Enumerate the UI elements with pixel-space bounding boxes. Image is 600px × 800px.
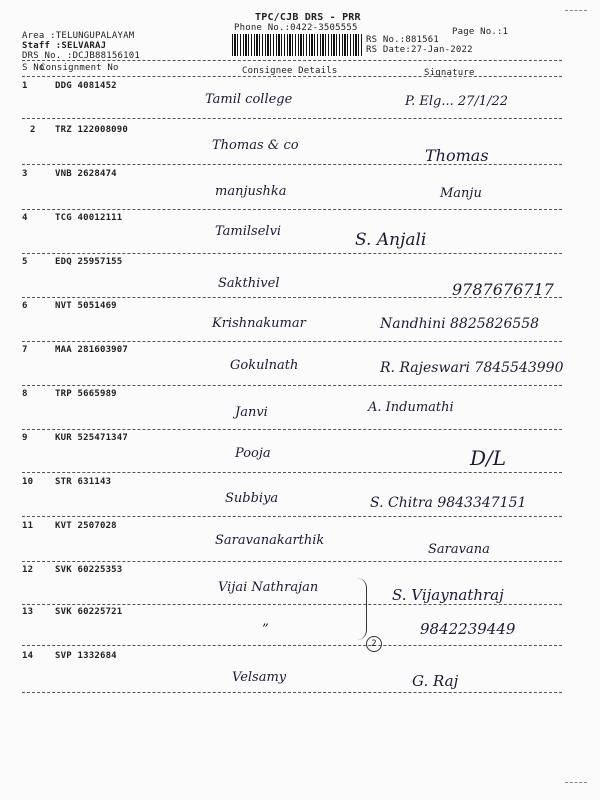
row-12-consignee: Vijai Nathrajan	[218, 580, 319, 595]
row-13-signature: 9842239449	[420, 620, 516, 638]
row-14-consignee: Velsamy	[232, 670, 287, 685]
row-7-signature: R. Rajeswari 7845543990	[380, 360, 564, 376]
row-6-signature: Nandhini 8825826558	[380, 316, 540, 332]
row-1-consignee: Tamil college	[205, 92, 293, 107]
row-divider	[22, 604, 562, 605]
row-12-no: 12	[22, 565, 34, 575]
bracket-mark	[356, 578, 367, 640]
header-rule-bottom	[22, 76, 562, 77]
row-divider	[22, 472, 562, 473]
row-4-consignee: Tamilselvi	[215, 224, 282, 239]
row-4-consignment: TCG 40012111	[55, 213, 123, 223]
col-consignment: Consignment No	[40, 63, 119, 73]
col-sno: S No	[22, 63, 45, 73]
row-14-signature: G. Raj	[412, 672, 459, 690]
row-divider	[22, 385, 562, 386]
row-divider	[22, 297, 562, 298]
row-5-signature: 9787676717	[452, 280, 554, 299]
row-divider	[22, 341, 562, 342]
row-8-consignment: TRP 5665989	[55, 389, 117, 399]
row-5-no: 5	[22, 257, 28, 267]
row-11-no: 11	[22, 521, 34, 531]
row-9-consignee: Pooja	[235, 446, 271, 461]
doc-title: TPC/CJB DRS - PRR	[255, 12, 361, 23]
row-12-signature: S. Vijaynathraj	[392, 586, 504, 604]
row-14-consignment: SVP 1332684	[55, 651, 117, 661]
row-11-signature: Saravana	[428, 542, 490, 557]
row-8-signature: A. Indumathi	[368, 400, 454, 415]
row-3-consignment: VNB 2628474	[55, 169, 117, 179]
row-divider	[22, 164, 562, 165]
row-8-no: 8	[22, 389, 28, 399]
row-9-no: 9	[22, 433, 28, 443]
row-6-consignment: NVT 5051469	[55, 301, 117, 311]
row-7-consignee: Gokulnath	[230, 358, 299, 373]
row-11-consignment: KVT 2507028	[55, 521, 117, 531]
corner-mark-bottom-right	[565, 782, 587, 783]
row-divider	[22, 118, 562, 119]
row-7-consignment: MAA 281603907	[55, 345, 129, 355]
row-11-consignee: Saravanakarthik	[215, 533, 325, 548]
row-13-no: 13	[22, 607, 34, 617]
row-divider	[22, 645, 562, 646]
row-8-consignee: Janvi	[235, 405, 268, 420]
row-12-consignment: SVK 60225353	[55, 565, 123, 575]
page-number: Page No.:1	[452, 27, 509, 37]
row-divider	[22, 209, 562, 210]
row-divider	[22, 561, 562, 562]
row-3-signature: Manju	[440, 186, 482, 201]
row-2-signature: Thomas	[425, 146, 489, 165]
staff-label: Staff :SELVARAJ	[22, 41, 107, 51]
row-6-no: 6	[22, 301, 28, 311]
row-1-signature: P. Elg... 27/1/22	[405, 94, 508, 109]
row-divider	[22, 253, 562, 254]
rs-date: RS Date:27-Jan-2022	[366, 45, 473, 55]
row-14-no: 14	[22, 651, 34, 661]
row-13-consignment: SVK 60225721	[55, 607, 123, 617]
row-3-consignee: manjushka	[215, 184, 287, 199]
row-4-no: 4	[22, 213, 28, 223]
row-1-no: 1	[22, 81, 28, 91]
col-signature: Signature	[424, 68, 475, 78]
drs-number: DRS No. :DCJB88156101	[22, 51, 140, 61]
row-5-consignment: EDQ 25957155	[55, 257, 123, 267]
barcode	[232, 34, 362, 56]
row-divider	[22, 429, 562, 430]
row-4-signature: S. Anjali	[355, 230, 427, 250]
row-5-consignee: Sakthivel	[218, 276, 280, 291]
row-1-consignment: DDG 4081452	[55, 81, 117, 91]
row-2-consignee: Thomas & co	[212, 138, 299, 153]
circle-mark: 2	[366, 636, 382, 652]
row-10-consignee: Subbiya	[225, 491, 279, 506]
row-10-signature: S. Chitra 9843347151	[370, 495, 527, 511]
row-13-consignee: ”	[262, 622, 269, 637]
corner-mark-top-right	[565, 10, 587, 11]
row-9-signature: D/L	[470, 446, 507, 470]
col-consignee: Consignee Details	[242, 66, 338, 76]
row-10-no: 10	[22, 477, 34, 487]
row-divider	[22, 516, 562, 517]
header-rule-top	[22, 60, 562, 61]
row-3-no: 3	[22, 169, 28, 179]
row-2-consignment: TRZ 122008090	[55, 125, 129, 135]
row-7-no: 7	[22, 345, 28, 355]
phone-number: Phone No.:0422-3505555	[234, 23, 358, 33]
row-9-consignment: KUR 525471347	[55, 433, 129, 443]
row-2-no: 2	[30, 125, 36, 135]
area-label: Area :TELUNGUPALAYAM	[22, 31, 135, 41]
row-10-consignment: STR 631143	[55, 477, 112, 487]
rs-number: RS No.:881561	[366, 35, 440, 45]
row-6-consignee: Krishnakumar	[212, 316, 306, 331]
row-divider	[22, 692, 562, 693]
